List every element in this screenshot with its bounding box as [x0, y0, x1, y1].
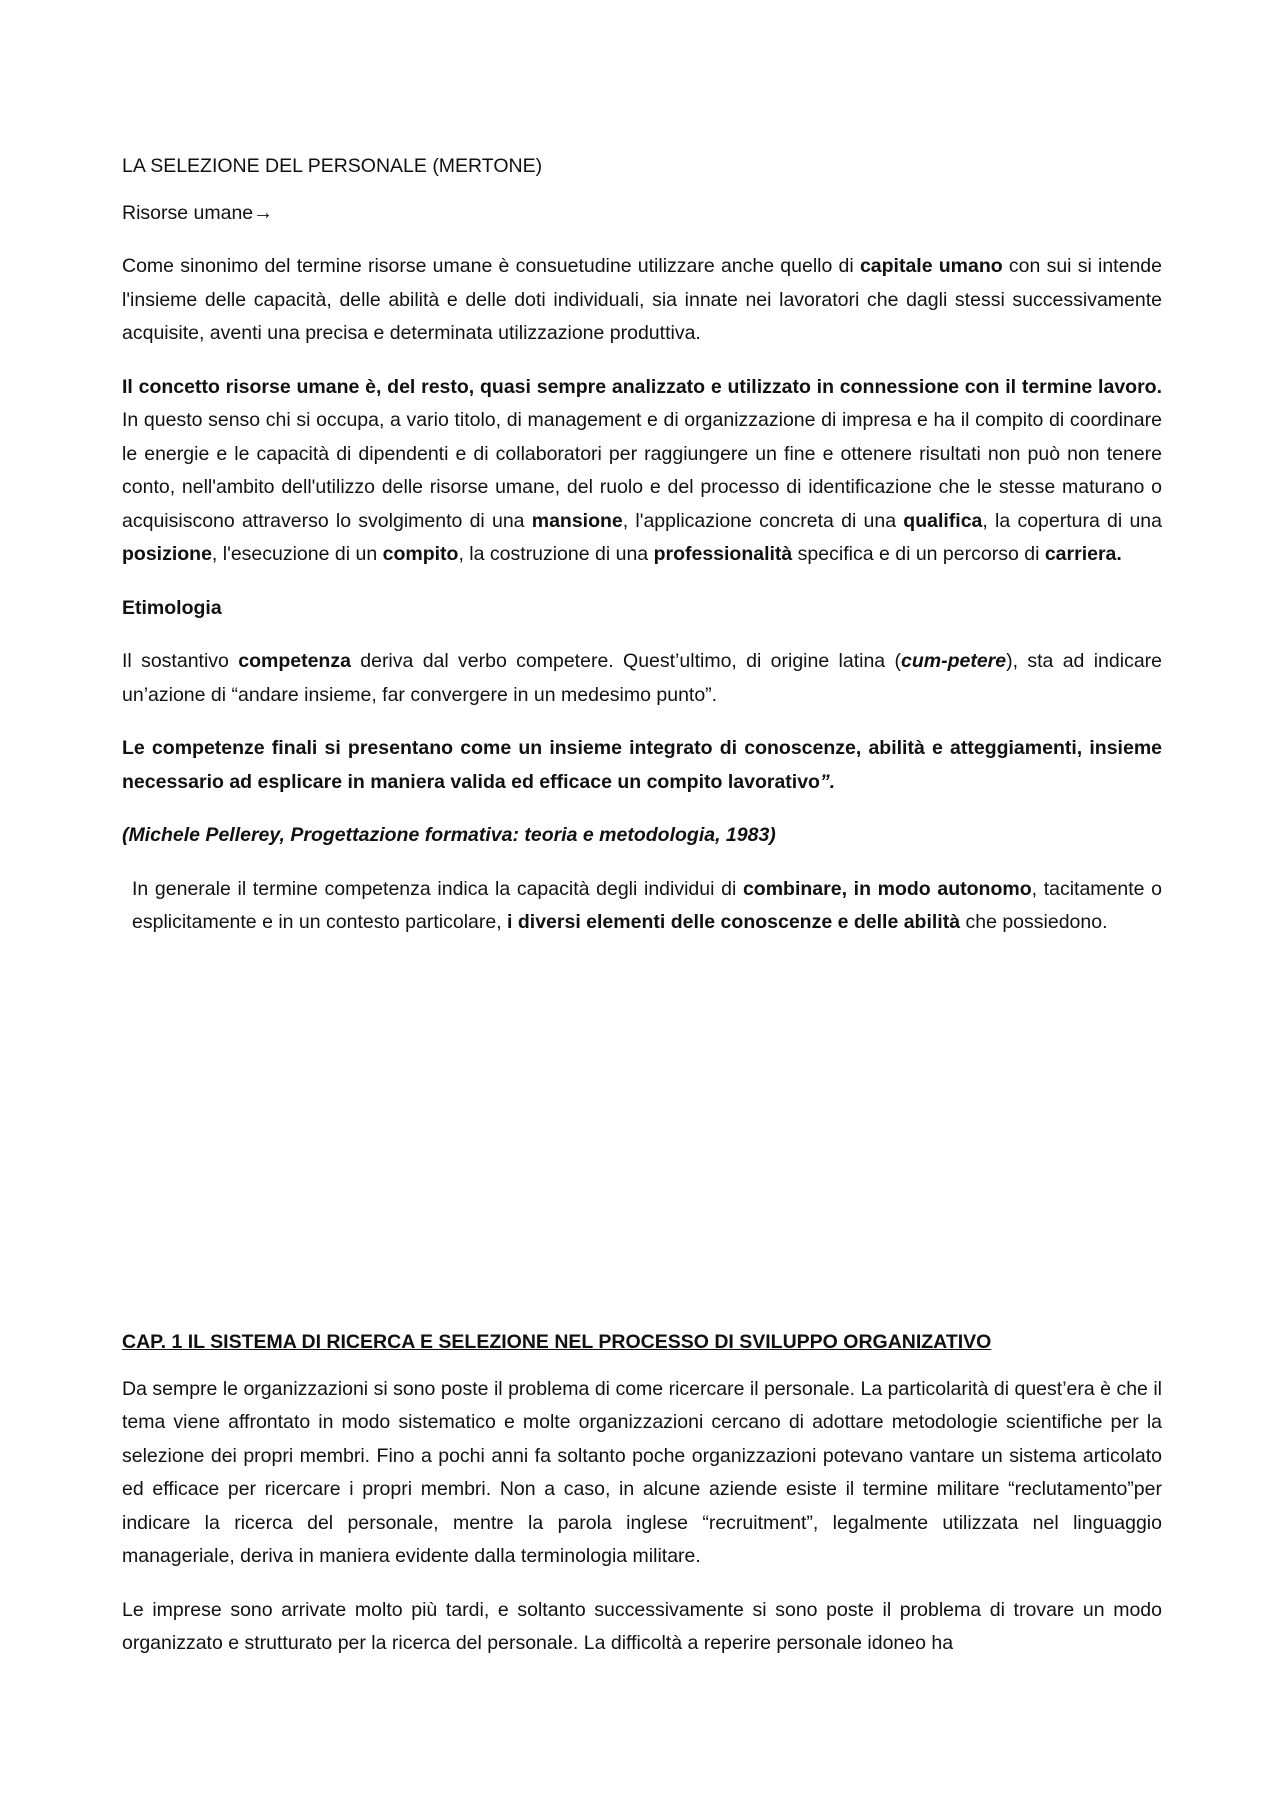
chapter-1-section: [122, 1326, 1162, 1681]
bold-term: professionalità: [653, 543, 793, 565]
text-run: con sui si intende l'insieme delle capacità, delle abilità e delle doti individuali, sia innate nei lavoratori che dagli stessi successivamente acquisite, aventi una precisa e determinata utilizzazione produttiva.: [122, 255, 1162, 344]
text-run: In questo senso chi si occupa, a vario titolo, di management e di organizzazione di impresa e ha il compito di coordinare le energie e le capacità di dipendenti e di collaboratori per raggiungere un fine e ottenere risultati non può non tenere conto, nell'ambito dell'utilizzo delle risorse umane, del ruolo e del processo di identificazione che le stesse maturano o acquisiscono attraverso lo svolgimento di una: [122, 409, 1162, 532]
quote-close: ”.: [819, 770, 836, 793]
text-run: deriva dal verbo competere. Quest’ultimo, di origine latina (: [350, 650, 901, 672]
bold-term: qualifica: [903, 509, 983, 532]
text-run: In generale il termine competenza indica la capacità degli individui di: [132, 877, 743, 900]
risorse-umane-label: [122, 197, 1162, 231]
bold-intro: Il concetto risorse umane è, del resto, quasi sempre analizzato e utilizzato in connessione con il termine lavoro.: [122, 375, 1162, 398]
bold-term: capitale umano: [859, 255, 1003, 277]
bold-term: mansione: [531, 509, 623, 532]
chapter-heading: CAP. 1 IL SISTEMA DI RICERCA E SELEZIONE NEL PROCESSO DI SVILUPPO ORGANIZATIVO: [122, 1331, 992, 1353]
bold-quote: Le competenze finali si presentano come un insieme integrato di conoscenze, abilità e atteggiamenti, insieme necessario ad esplicare in maniera valida ed efficace un compito lavorativo: [122, 737, 1162, 793]
text-run: , la costruzione di una: [458, 543, 654, 565]
text-run: , la copertura di una: [982, 509, 1162, 532]
arrow-right-icon: →: [253, 201, 274, 224]
text-run: Come sinonimo del termine risorse umane è consuetudine utilizzare anche quello di: [122, 255, 860, 277]
text-run: , tacitamente o esplicitamente e in un contesto particolare,: [132, 877, 1162, 933]
section-heading: Etimologia: [122, 596, 222, 619]
etimologia-heading: [122, 592, 1162, 626]
paragraph-competenza: [122, 645, 1162, 712]
citation: [122, 819, 1162, 853]
document-body: [122, 150, 1162, 960]
paragraph-risorse-lavoro: [122, 371, 1162, 572]
bold-term: combinare, in modo autonomo: [742, 877, 1032, 900]
risorse-label-text: Risorse umane: [122, 201, 254, 224]
bold-term: compito: [382, 543, 459, 565]
text-run: , l'applicazione concreta di una: [622, 509, 904, 532]
bold-term: i diversi elementi delle conoscenze e delle abilità: [507, 911, 961, 933]
text-run: che possiedono.: [960, 911, 1108, 933]
paragraph-capitale-umano: [122, 250, 1162, 351]
bold-term: posizione: [122, 543, 212, 565]
paragraph-competenza-generale: [122, 873, 1162, 940]
text-run: specifica e di un percorso di: [792, 543, 1045, 565]
text-run: ), sta ad indicare un’azione di “andare insieme, far convergere in un medesimo punto”.: [122, 650, 1163, 706]
bold-term: competenza: [238, 650, 351, 672]
chapter-paragraph-1: Da sempre le organizzazioni si sono poste il problema di come ricercare il personale. La particolarità di quest’era è che il tema viene affrontato in modo sistematico e molte organizzazioni cercano di adottare metodologie scientifiche per la selezione dei propri membri. Fino a pochi anni fa soltanto poche organizzazioni potevano vantare un sistema articolato ed efficace per ricercare i propri membri. Non a caso, in alcune aziende esiste il termine militare “reclutamento”per indicare la ricerca del personale, mentre la parola inglese “recruitment”, legalmente utilizzata nel linguaggio manageriale, deriva in maniera evidente dalla terminologia militare.: [122, 1377, 1162, 1567]
text-run: , l'esecuzione di un: [211, 543, 383, 565]
document-title: LA SELEZIONE DEL PERSONALE (MERTONE): [122, 155, 543, 177]
bold-term: carriera.: [1044, 543, 1122, 565]
chapter-paragraph-2: Le imprese sono arrivate molto più tardi, e soltanto successivamente si sono poste il problema di trovare un modo organizzato e strutturato per la ricerca del personale. La difficoltà a reperire personale idoneo ha: [122, 1598, 1162, 1654]
text-run: Il sostantivo: [122, 650, 239, 672]
paragraph-competenze-finali: [122, 732, 1162, 799]
italic-term: cum-petere: [900, 650, 1007, 672]
citation-text: (Michele Pellerey, Progettazione formativa: teoria e metodologia, 1983): [122, 824, 776, 846]
